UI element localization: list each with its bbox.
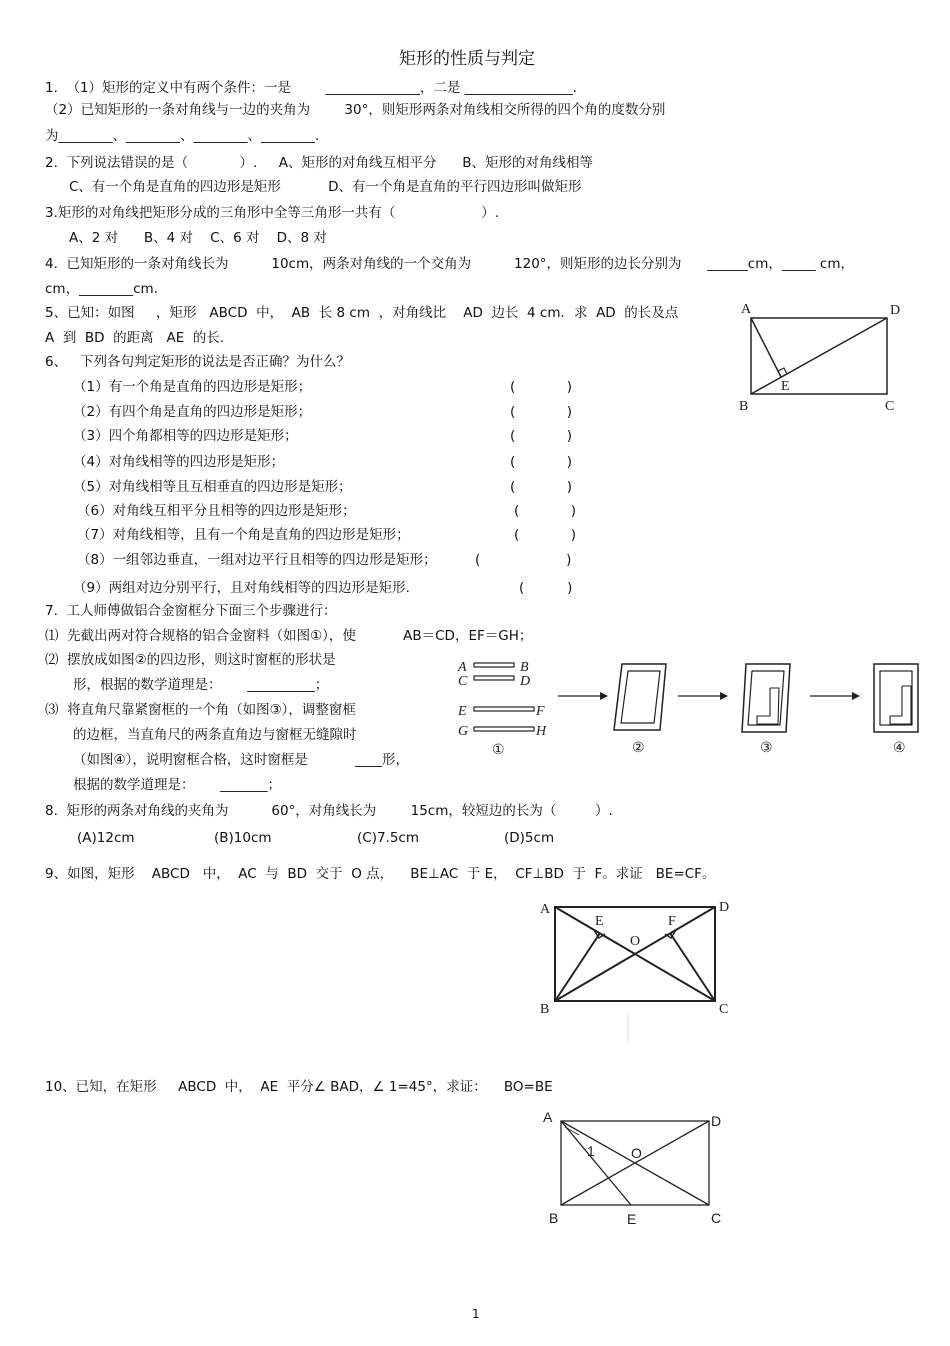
- q6-item-6: （6）对角线互相平分且相等的四边形是矩形；: [77, 503, 356, 519]
- q6-item-1: （1）有一个角是直角的四边形是矩形；: [73, 379, 312, 395]
- q2-line2: C、有一个角是直角的四边形是矩形 D、有一个角是直角的平行四边形叫做矩形: [69, 179, 582, 195]
- q5-figure: [735, 298, 905, 416]
- q7-line7: （如图④），说明窗框合格，这时窗框是 ____形，: [73, 752, 410, 768]
- q10-label-a: A: [543, 1109, 553, 1125]
- q5-label-c: C: [885, 399, 895, 414]
- q6-answer-blank[interactable]: ( ): [510, 454, 573, 470]
- q10-label-angle-1: 1: [587, 1143, 595, 1159]
- q7-line3: ⑵ 摆放成如图②的四边形，则这时窗框的形状是: [45, 652, 336, 668]
- q5-label-e: E: [781, 379, 790, 394]
- q8-option-b: (B)10cm: [214, 830, 272, 846]
- q10-label-b: B: [549, 1210, 559, 1226]
- q7-fig-num-4: ④: [893, 741, 906, 756]
- q7-line6: 的边框，当直角尺的两条直角边与窗框无缝隙时: [73, 727, 357, 743]
- q5-label-d: D: [890, 303, 901, 318]
- q10-figure: [535, 1105, 730, 1230]
- q6-answer-blank[interactable]: ( ): [519, 580, 573, 596]
- q10-label-d: D: [711, 1113, 722, 1129]
- q9-label-d: D: [719, 900, 730, 915]
- q1-line3: 为________、________、________、________.: [45, 128, 320, 144]
- q6-item-3: （3）四个角都相等的四边形是矩形；: [73, 428, 298, 444]
- q9-label-b: B: [540, 1002, 550, 1017]
- q9-label-a: A: [540, 902, 551, 917]
- q7-label-c: C: [458, 674, 468, 689]
- q10-label-o: O: [631, 1145, 642, 1161]
- q9-label-e: E: [595, 914, 604, 929]
- q8-option-d: (D)5cm: [504, 830, 555, 846]
- q6-answer-blank[interactable]: ( ): [510, 404, 573, 420]
- q7-fig-num-1: ①: [492, 743, 505, 758]
- q7-line1: 7. 工人师傅做铝合金窗框分下面三个步骤进行：: [45, 603, 337, 619]
- q5-line2: A 到 BD 的距离 AE 的长.: [45, 330, 225, 346]
- q5-line1: 5、已知：如图 ，矩形 ABCD 中， AB 长 8 cm ，对角线比 AD 边长 4 cm．求 AD 的长及点: [45, 305, 679, 321]
- q7-line2: ⑴ 先截出两对符合规格的铝合金窗料（如图①），使 AB＝CD，EF＝GH；: [45, 628, 533, 644]
- q7-fig-num-3: ③: [760, 741, 773, 756]
- q8-line1: 8. 矩形的两条对角线的夹角为 60°，对角线长为 15cm，较短边的长为（ ）.: [45, 803, 613, 819]
- q9-label-f: F: [668, 914, 676, 929]
- q6-answer-blank[interactable]: ( ): [510, 379, 573, 395]
- q5-label-a: A: [741, 302, 752, 317]
- q7-line5: ⑶ 将直角尺靠紧窗框的一个角（如图③），调整窗框: [45, 702, 356, 718]
- q3-line1: 3.矩形的对角线把矩形分成的三角形中全等三角形一共有（ ）.: [45, 205, 499, 221]
- q7-figure: [450, 652, 920, 762]
- q7-line4: 形，根据的数学道理是： __________；: [73, 677, 329, 693]
- q10-label-e: E: [627, 1211, 637, 1227]
- q8-option-c: (C)7.5cm: [357, 830, 420, 846]
- q7-label-f: F: [536, 704, 545, 719]
- q4-line2: cm，________cm.: [45, 281, 158, 297]
- q1-line2: （2）已知矩形的一条对角线与一边的夹角为 30°，则矩形两条对角线相交所得的四个角的度数分别: [45, 102, 666, 118]
- q6-answer-blank[interactable]: ( ): [514, 503, 577, 519]
- q9-label-c: C: [719, 1002, 729, 1017]
- q8-option-a: (A)12cm: [77, 830, 135, 846]
- q7-line8: 根据的数学道理是： _______；: [73, 777, 281, 793]
- q3-line2: A、2 对 B、4 对 C、6 对 D、8 对: [69, 230, 327, 246]
- q10-label-c: C: [711, 1210, 722, 1226]
- page-number: 1: [472, 1307, 480, 1321]
- q6-answer-blank[interactable]: ( ): [514, 527, 577, 543]
- q7-label-b: B: [520, 660, 529, 675]
- q6-item-2: （2）有四个角是直角的四边形是矩形；: [73, 404, 312, 420]
- q6-answer-blank[interactable]: ( ): [510, 479, 573, 495]
- q6-item-9: （9）两组对边分别平行，且对角线相等的四边形是矩形.: [73, 580, 410, 596]
- q7-label-a: A: [458, 660, 467, 675]
- q5-label-b: B: [739, 399, 749, 414]
- q10-line1: 10、已知，在矩形 ABCD 中， AE 平分∠ BAD，∠ 1=45°，求证： BO=BE: [45, 1079, 553, 1095]
- q6-item-8: （8）一组邻边垂直，一组对边平行且相等的四边形是矩形；: [77, 552, 437, 568]
- q7-fig-num-2: ②: [632, 741, 645, 756]
- q9-figure: [530, 895, 745, 1045]
- q7-label-h: H: [536, 724, 547, 739]
- q4-line1: 4. 已知矩形的一条对角线长为 10cm，两条对角线的一个交角为 120°，则矩形的边长分别为 ______cm，_____ cm，: [45, 256, 854, 272]
- q6-answer-blank[interactable]: ( ): [510, 428, 573, 444]
- q6-item-4: （4）对角线相等的四边形是矩形；: [73, 454, 285, 470]
- page-title: 矩形的性质与判定: [399, 49, 535, 69]
- q7-label-d: D: [520, 674, 531, 689]
- q6-item-5: （5）对角线相等且互相垂直的四边形是矩形；: [73, 479, 352, 495]
- q2-line1: 2. 下列说法错误的是（ ）. A、矩形的对角线互相平分 B、矩形的对角线相等: [45, 155, 593, 171]
- q6-answer-blank[interactable]: ( ): [475, 552, 572, 568]
- q7-label-e: E: [458, 704, 467, 719]
- q9-line1: 9、如图，矩形 ABCD 中， AC 与 BD 交于 O 点， BE⊥AC 于 E， CF⊥BD 于 F。求证 BE=CF。: [45, 866, 716, 882]
- q9-label-o: O: [630, 934, 641, 949]
- q6-heading: 6、 下列各句判定矩形的说法是否正确？为什么？: [45, 354, 350, 370]
- q7-label-g: G: [458, 724, 469, 739]
- q6-item-7: （7）对角线相等，且有一个角是直角的四边形是矩形；: [77, 527, 410, 543]
- q1-line1: 1. （1）矩形的定义中有两个条件：一是 ______________，二是 ________________.: [45, 80, 577, 96]
